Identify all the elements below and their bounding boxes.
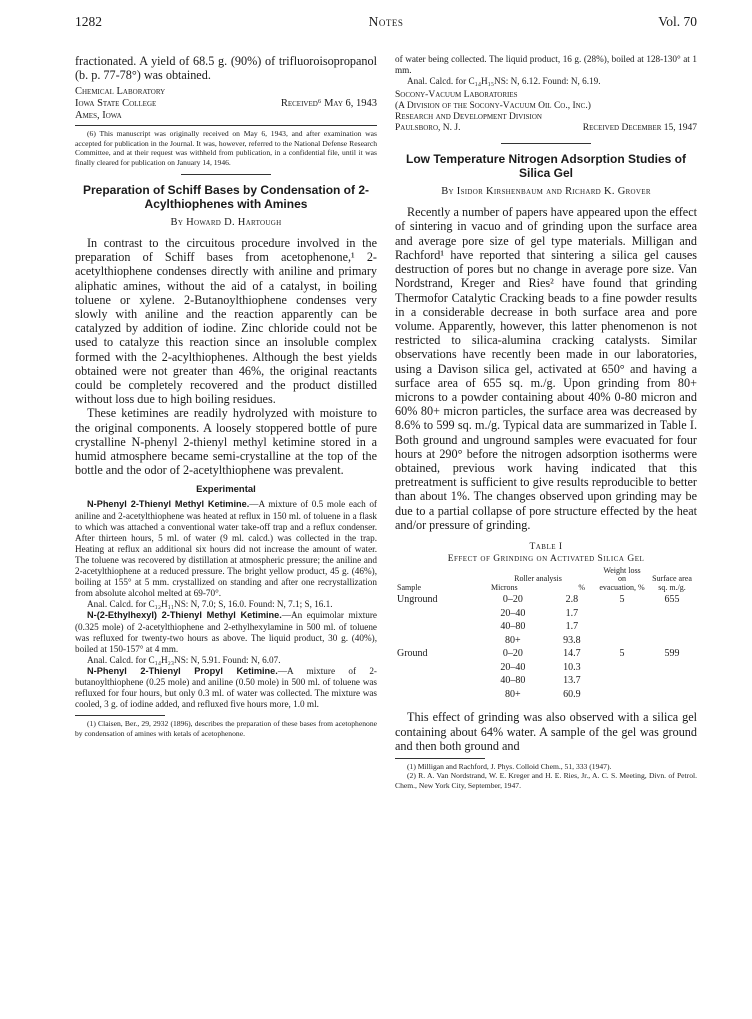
cell-sample [395, 688, 479, 702]
experiment-2-title: N-(2-Ethylhexyl) 2-Thienyl Methyl Ketimine. [87, 610, 282, 621]
cell-weight [597, 634, 647, 648]
footnote-6: (6) This manuscript was originally received on May 6, 1943, and after examination was accepted for publication in the Journal. It was, however, referred to the National Defense Research Committee, and at their request was withheld from publication, in a confidential file, until it was finally cleared for publication on January 14, 1946. [75, 129, 377, 167]
footnote-rule [75, 125, 377, 126]
cell-percent: 14.7 [563, 648, 581, 660]
experimental-heading: Experimental [196, 484, 256, 496]
table-row [395, 620, 697, 634]
footnote-rule-2 [75, 715, 165, 716]
cell-area [647, 607, 697, 621]
table-row [395, 647, 697, 661]
table-row [395, 661, 697, 675]
cell-area: 599 [664, 648, 680, 660]
cell-weight [597, 607, 647, 621]
cell-area [647, 620, 697, 634]
paragraph-right-1: Recently a number of papers have appeared upon the effect of sintering in vacuo and of grinding upon the surface area and average pore size of gel type materials. Milligan and Rachford¹ have reported that sintering a silica gel causes destruction of pores but no change in average pore size. Van Nordstrand, Kreger and Ries² have found that grinding Thermofor Catalytic Cracking beads to a fine powder results in a considerable decrease in both surface area and pore volume. Apparently, however, this latter phenomenon is not restricted to silica-alumina cracking catalysts. Similar observations have recently been made in our laboratories, using a Davison silica gel, activated at 650° and having a surface area of 655 sq. m./g. Upon grinding from 80+ microns to a powder containing about 40% 0-80 micron and 60% 80+ micron particles, the surface area was decreased by 8.6% to 599 sq. m./g. Typical data are summarized in Table I. Both ground and unground samples were evacuated for four hours at 290° before the nitrogen adsorption isotherms were obtained, previous work having indicated that this pretreatment is sufficient to give results reproducible to better than about 1%. The changes observed upon grinding may be due to a partial collapse of pore structure effected by the heat and/or pressure of grinding. [395, 205, 697, 532]
experiment-3-text: —A mixture of 2-butanoylthiophene (0.25 mole) and aniline (0.50 mole) in 500 ml. of toluene was refluxed for four hours, but only 0.3 ml. of water was collected. The mixture was cooled, 3 g. of iodine added, and refluxed five hours more, 1.0 ml. [75, 665, 377, 710]
cell-percent: 60.9 [563, 688, 581, 700]
cell-sample: Unground [397, 594, 438, 606]
cell-sample [395, 607, 479, 621]
received-date-right: Received December 15, 1947 [582, 123, 697, 134]
cell-area [647, 674, 697, 688]
section-title: Notes [368, 14, 404, 29]
experiment-1-analysis: Anal. Calcd. for C₁₂H₁₁NS: N, 7.0; S, 16.0. Found: N, 7.1; S, 16.1. [87, 599, 333, 610]
affiliation-block [75, 86, 377, 122]
header-sample: Sample [397, 582, 421, 592]
right-column [395, 54, 697, 790]
table-body [395, 593, 697, 701]
footnote-rule-right [395, 758, 485, 759]
cell-sample [395, 674, 479, 688]
affiliation-city: Ames, Iowa [75, 110, 122, 122]
header-roller-group [479, 566, 597, 594]
article-title-right: Low Temperature Nitrogen Adsorption Studies of Silica Gel [405, 152, 686, 181]
divider [181, 174, 271, 175]
experiment-1 [75, 499, 377, 599]
table-row [395, 634, 697, 648]
continued-text: of water being collected. The liquid product, 16 g. (28%), boiled at 128-130° at 1 mm. [395, 54, 697, 76]
cell-area [647, 634, 697, 648]
affiliation-lab: Chemical Laboratory [75, 86, 166, 98]
table-label: Table I [529, 541, 563, 552]
affiliation-row [75, 98, 377, 110]
header-microns: Microns [491, 582, 518, 592]
table-row [395, 688, 697, 702]
page-number: 1282 [75, 14, 102, 29]
cell-percent: 13.7 [563, 675, 581, 687]
cell-weight: 5 [619, 648, 625, 660]
table-row [395, 607, 697, 621]
cell-percent: 1.7 [565, 621, 579, 633]
article-title: Preparation of Schiff Bases by Condensation of 2-Acylthiophenes with Amines [82, 183, 370, 212]
paragraph-2: These ketimines are readily hydrolyzed with moisture to the original components. A loosely stoppered bottle of pure crystalline N-phenyl 2-thienyl methyl ketimine stored in a humid atmosphere became semi-crystalline at the top of the bottle and the odor of 2-acetylthiophene was prevalent. [75, 406, 377, 478]
experiment-1-text: —A mixture of 0.5 mole each of aniline and 2-acetylthiophene was heated at reflux in 150 ml. of toluene in a flask to which was attached a conventional water take-off trap and a reflux condenser. After thirteen hours, 5 ml. of water (9 ml. calcd.) was collected in the trap. Heating at reflux an additional six hours did not increase the amount of water. The toluene was recovered by distillation at atmospheric pressure; the aniline and 2-acetylthiophene at a reduced pressure. The bright yellow product, 45 g. (46%), boiling at 155° at 5 mm. crystallized on standing and after one recrystallization from absolute alcohol melted at 69-70°. [75, 499, 377, 599]
table-row [395, 593, 697, 607]
cell-sample [395, 620, 479, 634]
intro-text: fractionated. A yield of 68.5 g. (90%) of trifluoroisopropanol (b. p. 77-78°) was obtained. [75, 54, 377, 83]
cell-weight [597, 620, 647, 634]
cell-sample [395, 634, 479, 648]
header-roller: Roller analysis [514, 574, 562, 584]
article-authors-right: By Isidor Kirshenbaum and Richard K. Grover [441, 186, 651, 198]
header-weight: Weight loss on evacuation, % [599, 565, 645, 592]
experiment-2-analysis: Anal. Calcd. for C₁₄H₂₃NS: N, 5.91. Found: N, 6.07. [87, 654, 281, 665]
left-column [75, 54, 377, 738]
cell-microns: 40–80 [500, 621, 526, 633]
affiliation-block-right [395, 90, 697, 134]
cell-weight [597, 688, 647, 702]
header-area: Surface area sq. m./g. [652, 574, 692, 592]
footnote-2-right: (2) R. A. Van Nordstrand, W. E. Kreger and H. E. Ries, Jr., A. C. S. Meeting, Divn. of Petrol. Chem., New York City, September, 1947. [395, 771, 697, 790]
affiliation-rd: Research and Development Division [395, 112, 542, 123]
footnote-1-right: (1) Milligan and Rachford, J. Phys. Colloid Chem., 51, 333 (1947). [407, 762, 612, 772]
cell-percent: 93.8 [563, 634, 581, 646]
cell-percent: 10.3 [563, 661, 581, 673]
affiliation-division: (A Division of the Socony-Vacuum Oil Co., Inc.) [395, 101, 591, 112]
cell-percent: 2.8 [565, 594, 579, 606]
header-percent: % [578, 582, 585, 592]
cell-microns: 20–40 [500, 661, 526, 673]
cell-sample [395, 661, 479, 675]
cell-microns: 80+ [505, 634, 521, 646]
header-roller-sub [481, 584, 595, 593]
cell-microns: 40–80 [500, 675, 526, 687]
data-table [395, 566, 697, 702]
affiliation-college: Iowa State College [75, 98, 157, 110]
continued-analysis: Anal. Calcd. for C₁₄H₁₅NS: N, 6.12. Found: N, 6.19. [407, 76, 601, 87]
footnote-1-left: (1) Claisen, Ber., 29, 2932 (1896), describes the preparation of these bases from acetophenone by condensation of amines with ketals of acetophenone. [75, 719, 377, 738]
cell-weight [597, 661, 647, 675]
experiment-2-text: —An equimolar mixture (0.325 mole) of 2-acetylthiophene and 2-ethylhexylamine in 500 ml. of toluene was refluxed for twenty-two hours as above. The liquid product, 30 g. (40%), boiled at 150-157° at 4 mm. [75, 610, 377, 654]
experiment-3 [75, 666, 377, 710]
received-date: Received⁶ May 6, 1943 [280, 98, 377, 110]
cell-microns: 0–20 [502, 648, 523, 660]
table-row [395, 674, 697, 688]
divider-right [501, 143, 591, 144]
cell-sample: Ground [397, 648, 428, 660]
cell-area: 655 [664, 594, 680, 606]
affiliation-laboratories: Socony-Vacuum Laboratories [395, 90, 518, 101]
table-header-row [395, 566, 697, 594]
paragraph-right-2: This effect of grinding was also observed with a silica gel containing about 64% water. A sample of the gel was ground and then both ground and [395, 710, 697, 753]
cell-weight: 5 [619, 594, 625, 606]
article-author: By Howard D. Hartough [170, 217, 282, 229]
cell-percent: 1.7 [565, 607, 579, 619]
cell-microns: 20–40 [500, 607, 526, 619]
affiliation-location: Paulsboro, N. J. [395, 123, 461, 134]
experiment-2 [75, 610, 377, 654]
affiliation-row-right [395, 123, 697, 134]
volume-label: Vol. 70 [658, 14, 697, 29]
table-caption: Effect of Grinding on Activated Silica Gel [447, 553, 645, 564]
cell-area [647, 688, 697, 702]
paragraph-1: In contrast to the circuitous procedure involved in the preparation of Schiff bases from acetophenone,¹ 2-acetylthiophene condenses directly with aniline and primary aliphatic amines, without the aid of a catalyst, in boiling toluene or xylene. 2-Butanoylthiophene condenses very slowly with aniline and the reaction apparently can be catalyzed by addition of iodine. Zinc chloride could not be used to catalyze this reaction since an insoluble complex formed with the 2-acylthiophenes. Although the best yields obtained were not greater than 46%, the original reactants could be completely recovered and the product distilled without loss due to high boiling residues. [75, 236, 377, 407]
cell-microns: 80+ [505, 688, 521, 700]
cell-microns: 0–20 [502, 594, 523, 606]
cell-weight [597, 674, 647, 688]
experiment-1-title: N-Phenyl 2-Thienyl Methyl Ketimine. [87, 499, 250, 510]
page-header [75, 14, 697, 32]
cell-area [647, 661, 697, 675]
experiment-3-title: N-Phenyl 2-Thienyl Propyl Ketimine. [87, 665, 278, 676]
